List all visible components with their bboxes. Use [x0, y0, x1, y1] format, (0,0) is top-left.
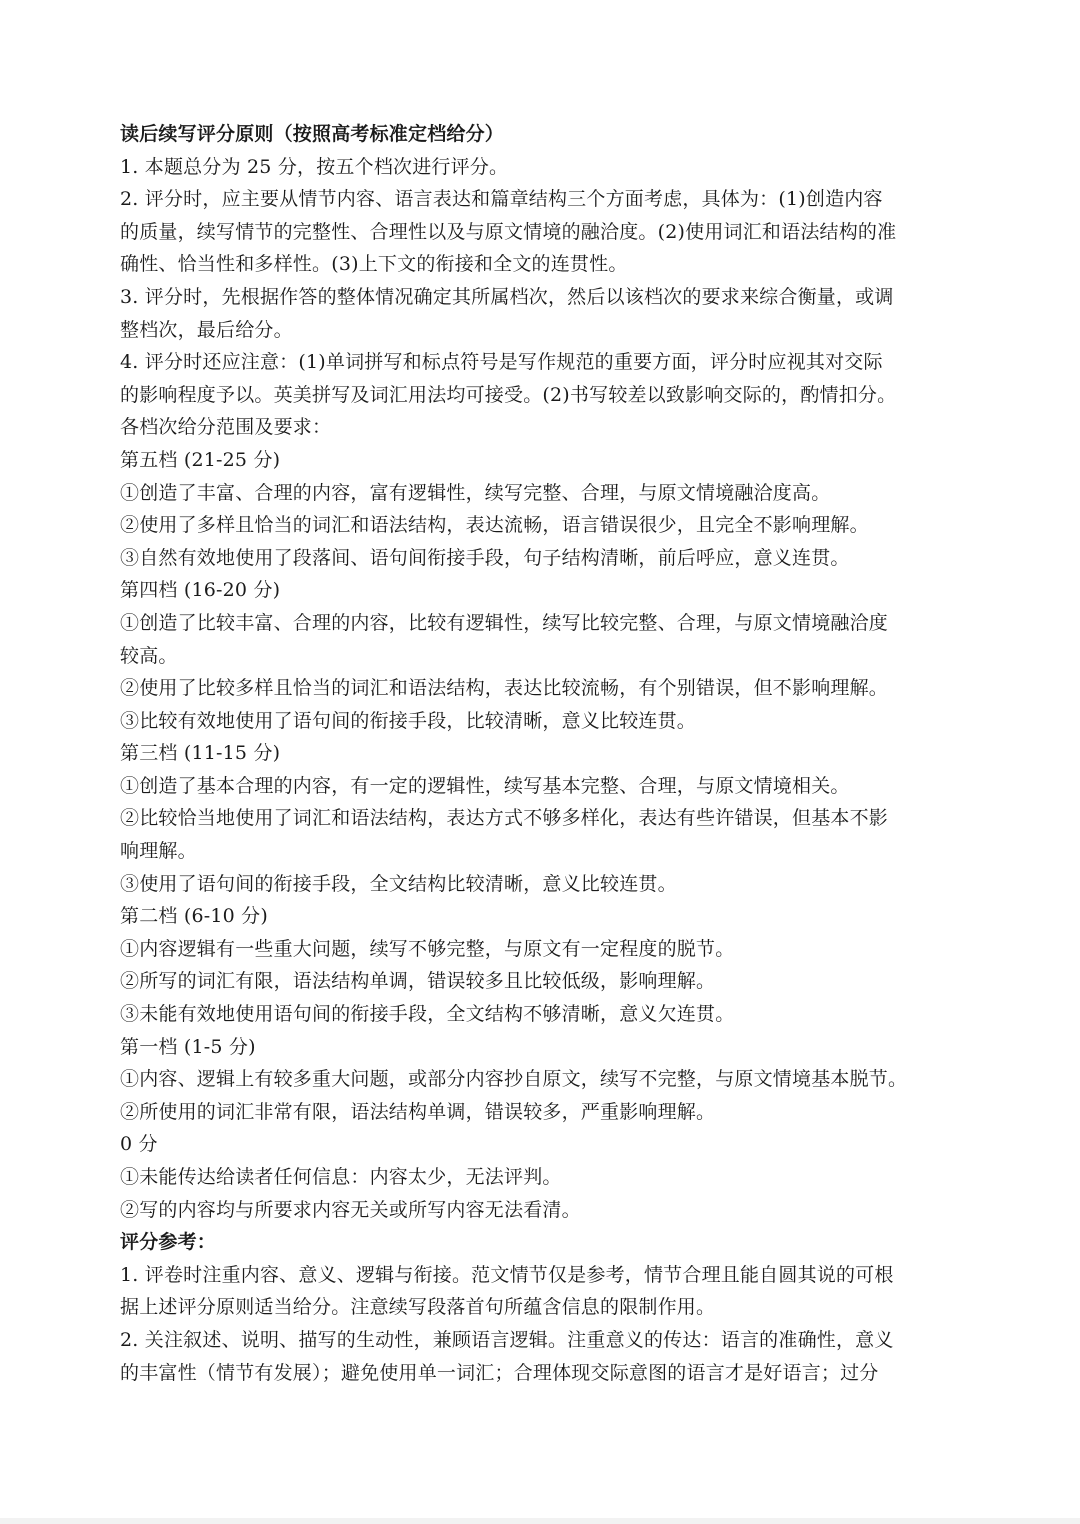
reference-line: 2. 关注叙述、说明、描写的生动性，兼顾语言逻辑。注重意义的传达：语言的准确性，意义	[120, 1328, 894, 1351]
text-line: 的影响程度予以。英美拼写及词汇用法均可接受。(2)书写较差以致影响交际的，酌情扣分。	[120, 383, 897, 406]
grade-heading: 第二档 (6-10 分)	[120, 905, 268, 928]
text-line: 整档次，最后给分。	[120, 318, 293, 341]
text-line: ③未能有效地使用语句间的衔接手段，全文结构不够清晰，意义欠连贯。	[120, 1003, 735, 1026]
text-line: 4. 评分时还应注意：(1)单词拼写和标点符号是写作规范的重要方面，评分时应视其对交际	[120, 351, 883, 374]
text-line: 较高。	[120, 644, 178, 667]
text-line: 1. 本题总分为 25 分，按五个档次进行评分。	[120, 155, 509, 178]
text-line: ③自然有效地使用了段落间、语句间衔接手段，句子结构清晰，前后呼应，意义连贯。	[120, 546, 850, 569]
text-line: ①内容逻辑有一些重大问题，续写不够完整，与原文有一定程度的脱节。	[120, 937, 735, 960]
grade-heading: 第一档 (1-5 分)	[120, 1035, 256, 1058]
text-line: ③使用了语句间的衔接手段，全文结构比较清晰，意义比较连贯。	[120, 872, 677, 895]
text-line: ②所使用的词汇非常有限，语法结构单调，错误较多，严重影响理解。	[120, 1100, 716, 1123]
text-line: ①内容、逻辑上有较多重大问题，或部分内容抄自原文，续写不完整，与原文情境基本脱节。	[120, 1068, 908, 1091]
document-title: 读后续写评分原则（按照高考标准定档给分）	[120, 123, 505, 145]
text-line: ②写的内容均与所要求内容无关或所写内容无法看清。	[120, 1198, 581, 1221]
text-line: ②所写的词汇有限，语法结构单调，错误较多且比较低级，影响理解。	[120, 970, 716, 993]
text-line: 的质量，续写情节的完整性、合理性以及与原文情境的融洽度。(2)使用词汇和语法结构的准	[120, 220, 897, 243]
text-line: 确性、恰当性和多样性。(3)上下文的衔接和全文的连贯性。	[120, 253, 628, 276]
grade-heading: 第四档 (16-20 分)	[120, 579, 281, 602]
text-line: ③比较有效地使用了语句间的衔接手段，比较清晰，意义比较连贯。	[120, 709, 697, 732]
text-line: ①创造了丰富、合理的内容，富有逻辑性，续写完整、合理，与原文情境融洽度高。	[120, 481, 831, 504]
grade-heading: 第五档 (21-25 分)	[120, 448, 281, 471]
document-page	[120, 118, 965, 1389]
text-line: 2. 评分时，应主要从情节内容、语言表达和篇章结构三个方面考虑，具体为：(1)创造内容	[120, 188, 883, 211]
reference-line: 的丰富性（情节有发展）；避免使用单一词汇；合理体现交际意图的语言才是好语言；过分	[120, 1361, 879, 1384]
text-line: ②使用了比较多样且恰当的词汇和语法结构，表达比较流畅，有个别错误，但不影响理解。	[120, 677, 889, 700]
page-bottom-edge	[0, 1518, 1080, 1524]
text-line: ①创造了比较丰富、合理的内容，比较有逻辑性，续写比较完整、合理，与原文情境融洽度	[120, 611, 889, 634]
text-line: 3. 评分时，先根据作答的整体情况确定其所属档次，然后以该档次的要求来综合衡量，或调	[120, 285, 894, 308]
text-line: 响理解。	[120, 840, 197, 863]
text-line: ②比较恰当地使用了词汇和语法结构，表达方式不够多样化，表达有些许错误，但基本不影	[120, 807, 889, 830]
grade-heading: 0 分	[120, 1133, 158, 1156]
text-line: ①创造了基本合理的内容，有一定的逻辑性，续写基本完整、合理，与原文情境相关。	[120, 774, 850, 797]
reference-line: 据上述评分原则适当给分。注意续写段落首句所蕴含信息的限制作用。	[120, 1296, 716, 1319]
grade-heading: 第三档 (11-15 分)	[120, 742, 281, 765]
text-line: ②使用了多样且恰当的词汇和语法结构，表达流畅，语言错误很少，且完全不影响理解。	[120, 514, 869, 537]
reference-line: 1. 评卷时注重内容、意义、逻辑与衔接。范文情节仅是参考，情节合理且能自圆其说的可根	[120, 1263, 894, 1286]
text-line: ①未能传达给读者任何信息：内容太少，无法评判。	[120, 1166, 562, 1188]
reference-title: 评分参考：	[120, 1231, 217, 1254]
text-line: 各档次给分范围及要求：	[120, 416, 332, 439]
